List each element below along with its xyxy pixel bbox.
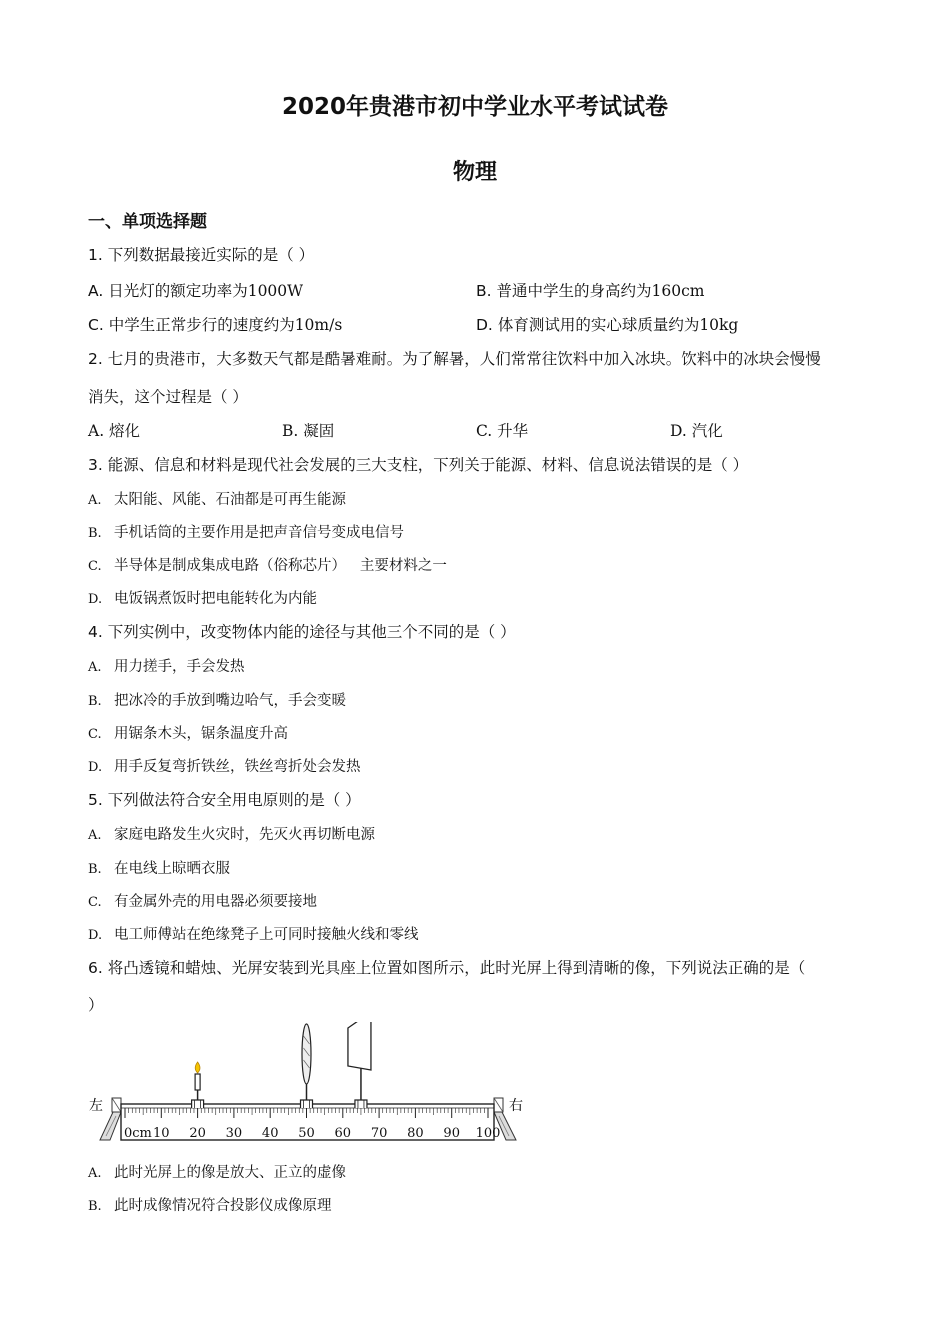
left-label: 左: [89, 1098, 103, 1114]
candle: [192, 1062, 204, 1108]
question-2-line-2: 消失，这个过程是（ ）: [88, 388, 248, 406]
question-number: 5.: [88, 791, 103, 809]
scale-label: 100: [475, 1126, 501, 1141]
q1-option-b: B. 普通中学生的身高约为160cm: [476, 282, 705, 300]
scale-label: 80: [407, 1126, 424, 1141]
q6-option-b: B. 此时成像情况符合投影仪成像原理: [88, 1198, 332, 1214]
question-number: 6.: [88, 959, 103, 977]
q1-option-d: D. 体育测试用的实心球质量约为10kg: [476, 316, 739, 334]
question-text: 将凸透镜和蜡烛、光屏安装到光具座上位置如图所示，此时光屏上得到清晰的像，下列说法正确的是（: [107, 959, 806, 977]
q2-option-a: A. 熔化: [88, 422, 141, 440]
q3-option-d: D. 电饭锅煮饭时把电能转化为内能: [88, 591, 317, 607]
q5-option-a: A. 家庭电路发生火灾时，先灭火再切断电源: [88, 827, 375, 843]
scale-label: 60: [334, 1126, 352, 1141]
scale-label: 0cm: [124, 1126, 152, 1141]
question-number: 3.: [88, 456, 103, 474]
q3-option-b: B. 手机话筒的主要作用是把声音信号变成电信号: [88, 525, 404, 541]
q5-option-d: D. 电工师傅站在绝缘凳子上可同时接触火线和零线: [88, 927, 419, 943]
q2-option-c: C. 升华: [476, 422, 529, 440]
q1-option-a: A. 日光灯的额定功率为1000W: [88, 282, 304, 300]
question-text: 下列做法符合安全用电原则的是（ ）: [107, 791, 361, 809]
q4-option-c: C. 用锯条木头，锯条温度升高: [88, 726, 288, 742]
convex-lens: [301, 1024, 313, 1108]
question-number: 4.: [88, 623, 103, 641]
flame-icon: [195, 1062, 200, 1073]
optical-bench-figure: [88, 1022, 528, 1146]
question-6: [88, 956, 805, 978]
question-text: 下列数据最接近实际的是（ ）: [107, 246, 315, 264]
question-1: [88, 243, 314, 265]
q2-option-b: B. 凝固: [282, 422, 335, 440]
question-6-line-2: ）: [88, 996, 104, 1014]
section-heading: 一、单项选择题: [88, 212, 207, 232]
question-2: [88, 347, 821, 369]
q4-option-b: B. 把冰冷的手放到嘴边哈气，手会变暖: [88, 693, 346, 709]
scale-label: 50: [298, 1126, 315, 1141]
question-text: 七月的贵港市，大多数天气都是酷暑难耐。为了解暑，人们常常往饮料中加入冰块。饮料中的冰块会慢慢: [107, 350, 821, 368]
question-4: [88, 620, 516, 642]
q4-option-d: D. 用手反复弯折铁丝，铁丝弯折处会发热: [88, 759, 361, 775]
scale-label: 40: [261, 1126, 279, 1141]
scale-label: 20: [189, 1126, 206, 1141]
q3-option-c: C. 半导体是制成集成电路（俗称芯片） 主要材料之一: [88, 558, 447, 574]
scale-label: 10: [153, 1126, 170, 1141]
scale-label: 70: [370, 1126, 388, 1141]
q5-option-b: B. 在电线上晾晒衣服: [88, 861, 230, 877]
q1-option-c: C. 中学生正常步行的速度约为10m/s: [88, 316, 343, 334]
question-text: 能源、信息和材料是现代社会发展的三大支柱，下列关于能源、材料、信息说法错误的是（ ）: [107, 456, 749, 474]
question-number: 2.: [88, 350, 103, 368]
q4-option-a: A. 用力搓手，手会发热: [88, 659, 245, 675]
q6-option-a: A. 此时光屏上的像是放大、正立的虚像: [88, 1165, 346, 1181]
q5-option-c: C. 有金属外壳的用电器必须要接地: [88, 894, 317, 910]
exam-title: 2020年贵港市初中学业水平考试试卷: [281, 94, 668, 120]
question-3: [88, 453, 748, 475]
scale-label: 30: [225, 1126, 243, 1141]
subject-title: 物理: [452, 160, 497, 185]
scale-label: 90: [443, 1126, 460, 1141]
light-screen: [348, 1022, 371, 1108]
question-5: [88, 788, 361, 810]
question-number: 1.: [88, 246, 103, 264]
q2-option-d: D. 汽化: [670, 422, 723, 440]
question-text: 下列实例中，改变物体内能的途径与其他三个不同的是（ ）: [107, 623, 516, 641]
q3-option-a: A. 太阳能、风能、石油都是可再生能源: [88, 492, 346, 508]
left-support-leg: [100, 1098, 121, 1140]
right-label: 右: [509, 1098, 523, 1114]
